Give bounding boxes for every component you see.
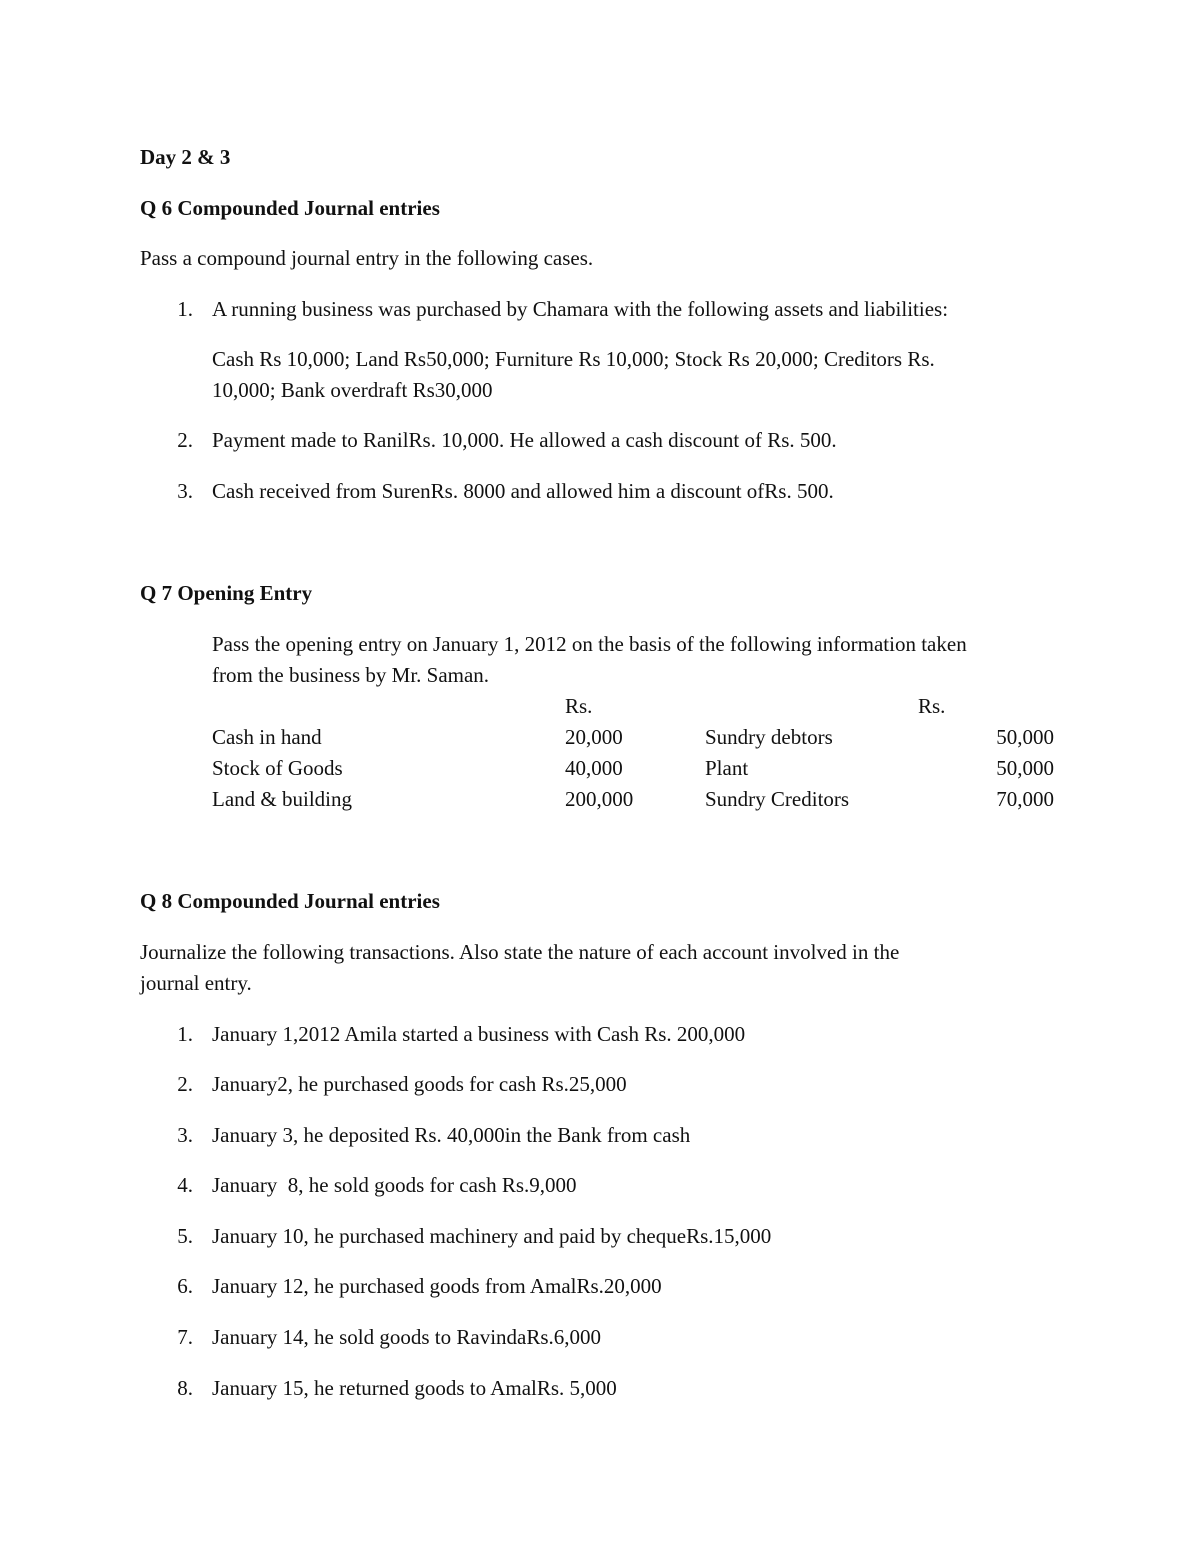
q7-table-row-2-right-label: Plant xyxy=(705,756,749,780)
q6-item-2-number: 2. xyxy=(177,428,193,452)
q8-item-5-text: January 10, he purchased machinery and paid by chequeRs.15,000 xyxy=(212,1224,772,1248)
q8-item-8-number: 8. xyxy=(177,1376,193,1400)
q6-item-2-text: Payment made to RanilRs. 10,000. He allowed a cash discount of Rs. 500. xyxy=(212,428,837,452)
q7-table-row-2-left-value: 40,000 xyxy=(565,756,623,780)
q6-item-1-detail-line-1: Cash Rs 10,000; Land Rs50,000; Furniture Rs 10,000; Stock Rs 20,000; Creditors Rs. xyxy=(212,347,935,371)
q6-item-3-number: 3. xyxy=(177,479,193,503)
q6-item-1-number: 1. xyxy=(177,297,193,321)
q7-intro-line-2: from the business by Mr. Saman. xyxy=(212,663,490,687)
q6-item-3-text: Cash received from SurenRs. 8000 and allowed him a discount ofRs. 500. xyxy=(212,479,834,503)
q8-item-3-text: January 3, he deposited Rs. 40,000in the Bank from cash xyxy=(212,1123,691,1147)
q7-table-left-unit-header: Rs. xyxy=(565,694,593,718)
q8-title: Q 8 Compounded Journal entries xyxy=(140,889,440,913)
q8-item-4-text: January 8, he sold goods for cash Rs.9,000 xyxy=(212,1173,577,1197)
q7-table-row-1-right-label: Sundry debtors xyxy=(705,725,833,749)
q8-intro-line-2: journal entry. xyxy=(140,971,252,995)
q8-item-8-text: January 15, he returned goods to AmalRs. 5,000 xyxy=(212,1376,617,1400)
q8-intro-line-1: Journalize the following transactions. Also state the nature of each account involved in the xyxy=(140,940,900,964)
q7-table-row-2-left-label: Stock of Goods xyxy=(212,756,343,780)
q7-table-row-3-left-label: Land & building xyxy=(212,787,352,811)
q8-item-5-number: 5. xyxy=(177,1224,193,1248)
q7-table-row-1-right-value: 50,000 xyxy=(996,725,1054,749)
q7-table-right-unit-header: Rs. xyxy=(918,694,946,718)
q7-table-row-3-right-label: Sundry Creditors xyxy=(705,787,850,811)
q8-item-7-text: January 14, he sold goods to RavindaRs.6,000 xyxy=(212,1325,602,1349)
q7-title: Q 7 Opening Entry xyxy=(140,581,313,605)
q8-item-2-number: 2. xyxy=(177,1072,193,1096)
page-heading: Day 2 & 3 xyxy=(140,145,231,169)
q6-item-1-text: A running business was purchased by Chamara with the following assets and liabilities: xyxy=(212,297,949,321)
q6-title: Q 6 Compounded Journal entries xyxy=(140,196,440,220)
q6-intro: Pass a compound journal entry in the following cases. xyxy=(140,246,594,270)
q8-item-7-number: 7. xyxy=(177,1325,193,1349)
q8-item-6-number: 6. xyxy=(177,1274,193,1298)
q7-table-row-3-left-value: 200,000 xyxy=(565,787,634,811)
q7-table-row-2-right-value: 50,000 xyxy=(996,756,1054,780)
q8-item-6-text: January 12, he purchased goods from AmalRs.20,000 xyxy=(212,1274,662,1298)
q6-item-1-detail-line-2: 10,000; Bank overdraft Rs30,000 xyxy=(212,378,493,402)
q8-item-1-text: January 1,2012 Amila started a business with Cash Rs. 200,000 xyxy=(212,1022,746,1046)
q8-item-2-text: January2, he purchased goods for cash Rs.25,000 xyxy=(212,1072,627,1096)
q7-table-row-3-right-value: 70,000 xyxy=(996,787,1054,811)
q7-table-row-1-left-value: 20,000 xyxy=(565,725,623,749)
q8-item-1-number: 1. xyxy=(177,1022,193,1046)
q8-item-4-number: 4. xyxy=(177,1173,193,1197)
q7-table-row-1-left-label: Cash in hand xyxy=(212,725,322,749)
q8-item-3-number: 3. xyxy=(177,1123,193,1147)
q7-intro-line-1: Pass the opening entry on January 1, 2012 on the basis of the following information taken xyxy=(212,632,967,656)
